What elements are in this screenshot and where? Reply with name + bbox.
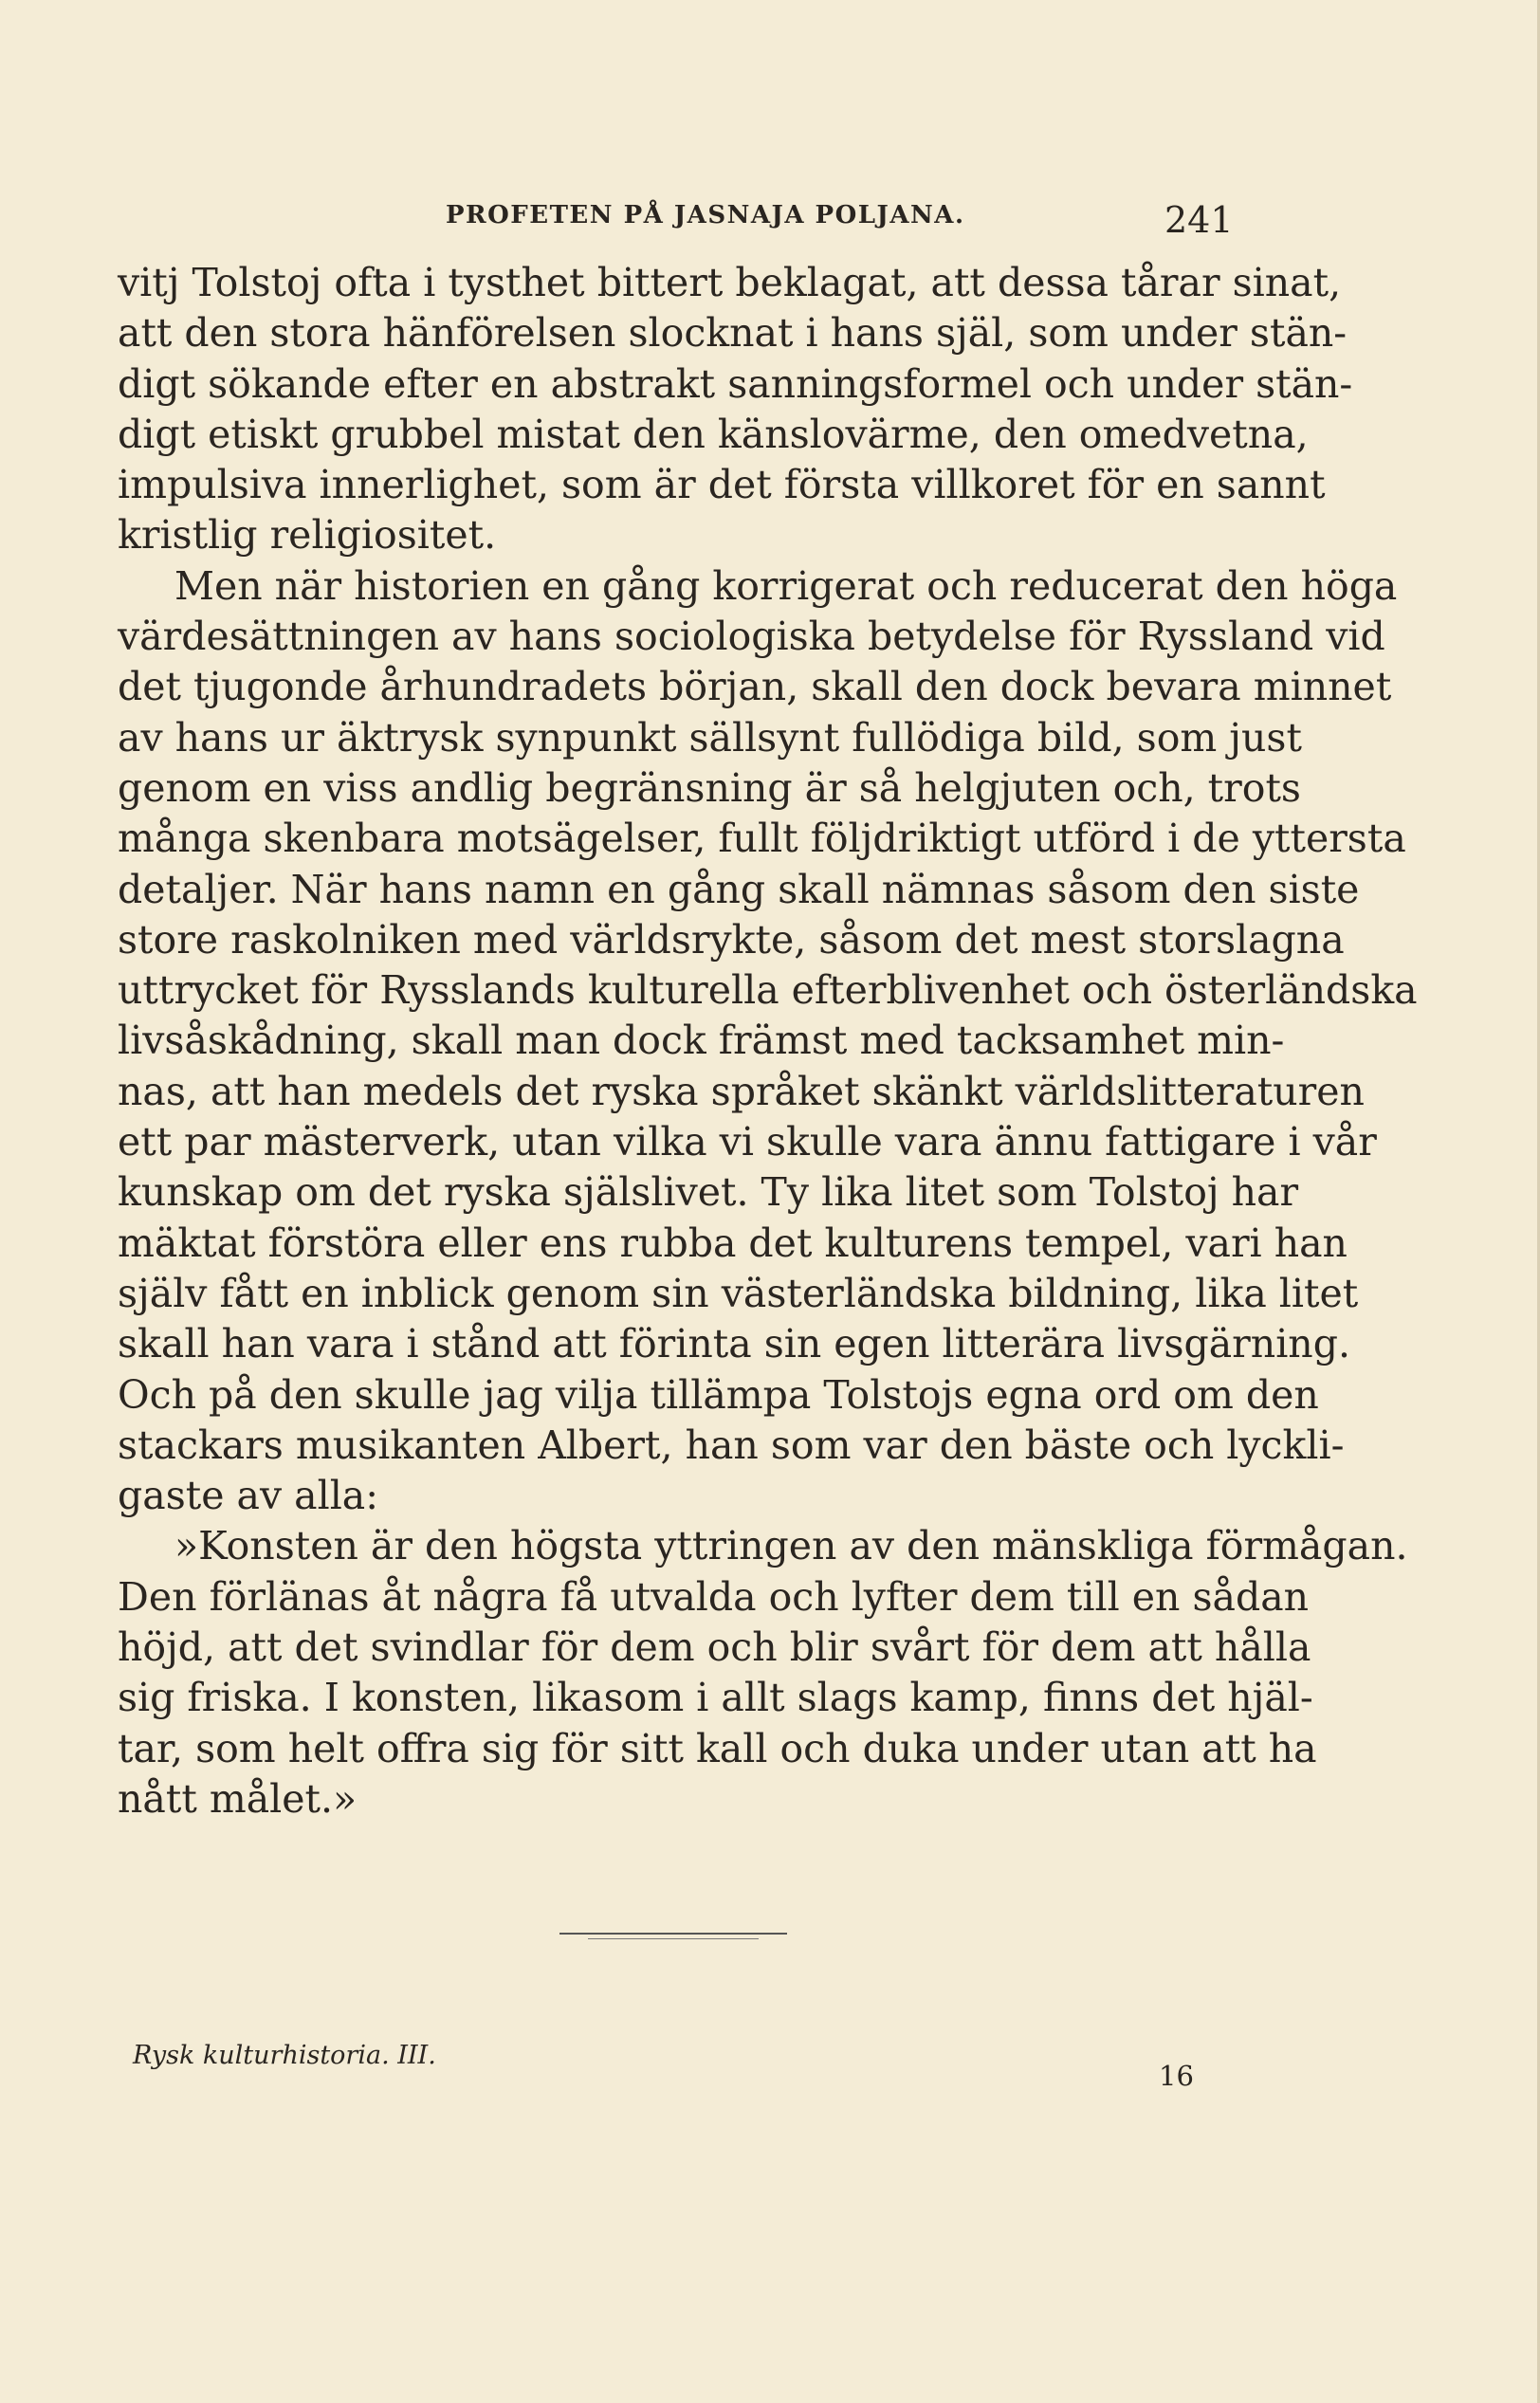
page-number: 241 xyxy=(1164,199,1234,241)
text-line: stackars musikanten Albert, han som var den bäste och lyckli- xyxy=(118,1422,1345,1468)
text-line: många skenbara motsägelser, fullt följdriktigt utförd i de yttersta xyxy=(118,816,1406,862)
text-line: gaste av alla: xyxy=(118,1473,379,1519)
text-line: höjd, att det svindlar för dem och blir svårt för dem att hålla xyxy=(118,1624,1311,1671)
text-line: av hans ur äktrysk synpunkt sällsynt fullödiga bild, som just xyxy=(118,714,1302,761)
text-line: Och på den skulle jag vilja tillämpa Tolstojs egna ord om den xyxy=(118,1371,1319,1418)
text-line: ett par mästerverk, utan vilka vi skulle vara ännu fattigare i vår xyxy=(118,1119,1377,1165)
paragraph-start-line: Men när historien en gång korrigerat och reducerat den höga xyxy=(174,562,1398,609)
text-line: att den stora hänförelsen slocknat i hans själ, som under stän- xyxy=(118,310,1348,357)
text-line: sig friska. I konsten, likasom i allt slags kamp, finns det hjäl- xyxy=(118,1675,1313,1721)
text-line: uttrycket för Rysslands kulturella efterblivenhet och österländska xyxy=(118,967,1418,1014)
text-line: genom en viss andlig begränsning är så helgjuten och, trots xyxy=(118,764,1301,811)
text-line: nått målet.» xyxy=(118,1775,358,1822)
text-line: digt sökande efter en abstrakt sanningsformel och under stän- xyxy=(118,360,1353,407)
text-line: mäktat förstöra eller ens rubba det kulturens tempel, vari han xyxy=(118,1220,1348,1266)
section-separator-rule xyxy=(559,1933,787,1935)
signature-mark: 16 xyxy=(1159,2060,1194,2092)
text-line: skall han vara i stånd att förinta sin egen litterära livsgärning. xyxy=(118,1321,1350,1367)
text-line: store raskolniken med världsrykte, såsom det mest storslagna xyxy=(118,916,1345,963)
running-title: PROFETEN PÅ JASNAJA POLJANA. xyxy=(446,201,965,229)
body-text xyxy=(118,258,1418,1825)
text-line: impulsiva innerlighet, som är det första villkoret för en sannt xyxy=(118,462,1326,508)
text-line: Den förlänas åt några få utvalda och lyfter dem till en sådan xyxy=(118,1573,1310,1620)
text-line: livsåskådning, skall man dock främst med tacksamhet min- xyxy=(118,1018,1285,1064)
text-line: tar, som helt offra sig för sitt kall och duka under utan att ha xyxy=(118,1725,1317,1771)
quote-start-line: »Konsten är den högsta yttringen av den mänskliga förmågan. xyxy=(174,1523,1408,1569)
text-line: detaljer. När hans namn en gång skall nämnas såsom den siste xyxy=(118,866,1360,912)
text-line: vitj Tolstoj ofta i tysthet bittert beklagat, att dessa tårar sinat, xyxy=(118,260,1342,305)
text-line: kristlig religiositet. xyxy=(118,512,497,559)
footer-book-title: Rysk kulturhistoria. III. xyxy=(133,2041,436,2070)
text-line: digt etiskt grubbel mistat den känslovärme, den omedvetna, xyxy=(118,411,1309,457)
text-line: det tjugonde århundradets början, skall den dock bevara minnet xyxy=(118,664,1392,710)
text-line: nas, att han medels det ryska språket skänkt världslitteraturen xyxy=(118,1068,1365,1114)
text-line: själv fått en inblick genom sin västerländska bildning, lika litet xyxy=(118,1270,1359,1316)
text-line: värdesättningen av hans sociologiska betydelse för Ryssland vid xyxy=(118,614,1385,660)
text-line: kunskap om det ryska själslivet. Ty lika litet som Tolstoj har xyxy=(118,1169,1299,1216)
